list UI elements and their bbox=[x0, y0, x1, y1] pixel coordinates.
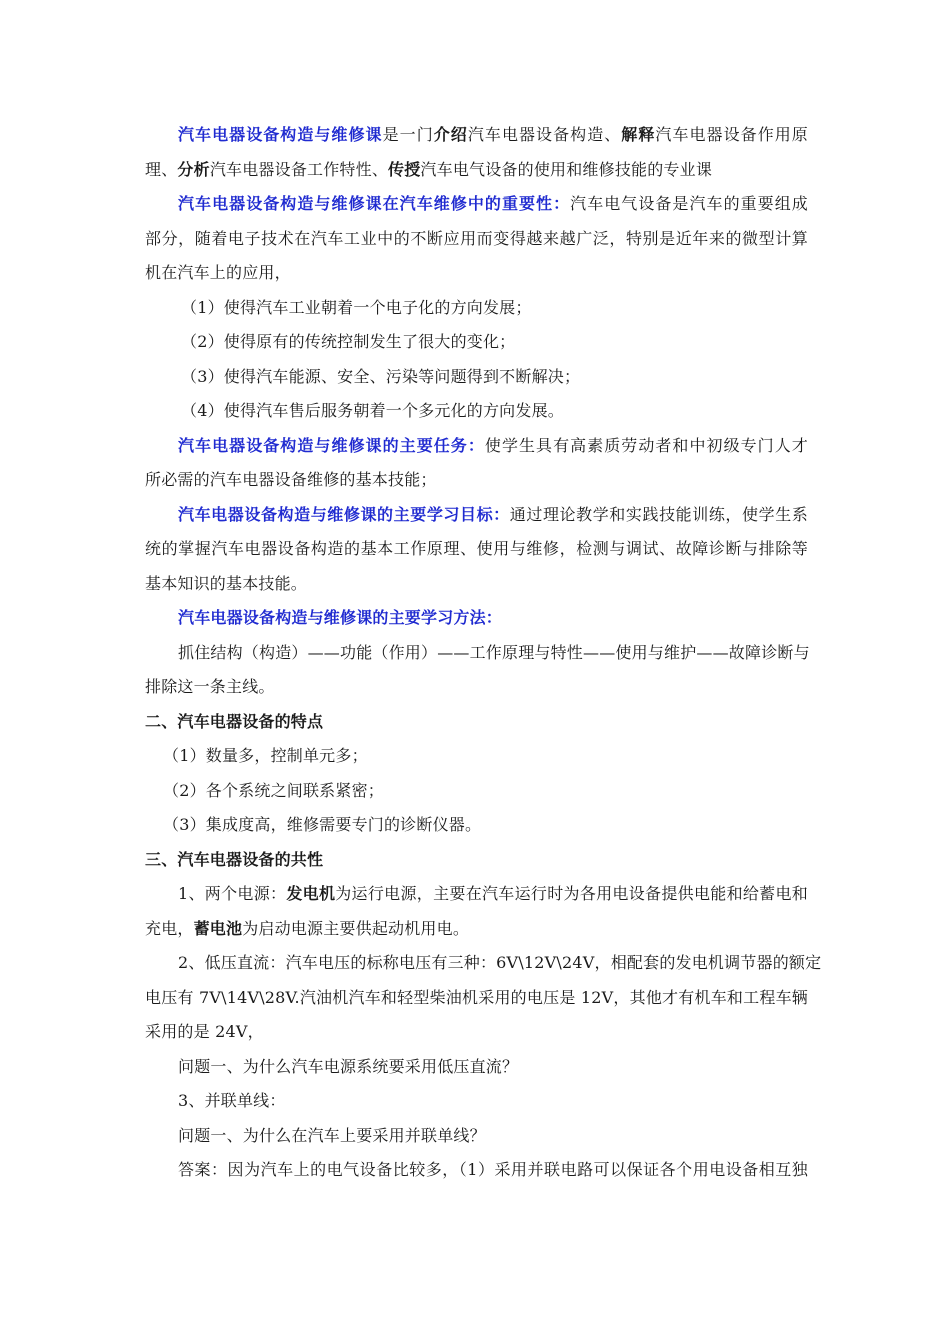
importance-line-1: 汽车电器设备构造与维修课在汽车维修中的重要性：汽车电气设备是汽车的重要组成 bbox=[178, 194, 808, 213]
goal-line-1: 汽车电器设备构造与维修课的主要学习目标：通过理论教学和实践技能训练，使学生系 bbox=[178, 504, 808, 524]
task-title: 汽车电器设备构造与维修课的主要任务： bbox=[178, 435, 485, 455]
importance-line-3: 机在汽车上的应用， bbox=[145, 263, 291, 282]
battery-term: 蓄电池 bbox=[193, 918, 243, 938]
feature-item: （3）集成度高，维修需要专门的诊断仪器。 bbox=[163, 815, 482, 834]
question-2: 问题一、为什么在汽车上要采用并联单线？ bbox=[178, 1125, 486, 1145]
feature-item: （2）各个系统之间联系紧密； bbox=[163, 780, 384, 800]
section-heading-features: 二、汽车电器设备的特点 bbox=[145, 711, 324, 731]
goal-line-2: 统的掌握汽车电器设备构造的基本工作原理、使用与维修，检测与调试、故障诊断与排除等 bbox=[145, 539, 808, 558]
question-1: 问题一、为什么汽车电源系统要采用低压直流？ bbox=[178, 1056, 519, 1076]
importance-title: 汽车电器设备构造与维修课在汽车维修中的重要性： bbox=[178, 194, 571, 213]
section-heading-common: 三、汽车电器设备的共性 bbox=[145, 849, 324, 869]
intro-line-2: 理、分析汽车电器设备工作特性、传授汽车电气设备的使用和维修技能的专业课 bbox=[145, 159, 713, 179]
importance-item: （4）使得汽车售后服务朝着一个多元化的方向发展。 bbox=[181, 401, 564, 420]
goal-title: 汽车电器设备构造与维修课的主要学习目标： bbox=[178, 504, 510, 524]
method-title: 汽车电器设备构造与维修课的主要学习方法： bbox=[178, 608, 503, 627]
intro-line-1: 汽车电器设备构造与维修课是一门介绍汽车电器设备构造、解释汽车电器设备作用原 bbox=[178, 125, 808, 144]
common-power-line-1: 1、两个电源：发电机为运行电源，主要在汽车运行时为各用电设备提供电能和给蓄电和 bbox=[178, 884, 808, 903]
task-line-1: 汽车电器设备构造与维修课的主要任务：使学生具有高素质劳动者和中初级专门人才 bbox=[178, 435, 808, 455]
common-parallel-line: 3、并联单线： bbox=[178, 1091, 286, 1110]
method-line-3: 排除这一条主线。 bbox=[145, 677, 275, 696]
importance-item: （3）使得汽车能源、安全、污染等问题得到不断解决； bbox=[181, 366, 581, 386]
method-line-1 bbox=[145, 601, 808, 636]
feature-item: （1）数量多，控制单元多； bbox=[163, 746, 368, 765]
common-voltage-line-2: 电压有 7V\14V\28V.汽油机汽车和轻型柴油机采用的电压是 12V，其他才有机车和工程车辆 bbox=[145, 987, 808, 1007]
importance-item: （1）使得汽车工业朝着一个电子化的方向发展； bbox=[181, 297, 532, 317]
common-voltage-line-3: 采用的是 24V， bbox=[145, 1022, 264, 1041]
common-voltage-line-1: 2、低压直流：汽车电压的标称电压有三种：6V\12V\24V，相配套的发电机调节器的额定 bbox=[178, 953, 822, 972]
course-title: 汽车电器设备构造与维修课 bbox=[178, 125, 383, 144]
common-power-line-2: 充电，蓄电池为启动电源主要供起动机用电。 bbox=[145, 918, 470, 938]
task-line-2: 所必需的汽车电器设备维修的基本技能； bbox=[145, 470, 437, 489]
goal-line-3: 基本知识的基本技能。 bbox=[145, 573, 308, 593]
importance-line-2: 部分，随着电子技术在汽车工业中的不断应用而变得越来越广泛，特别是近年来的微型计算 bbox=[145, 228, 808, 248]
method-line-2: 抓住结构（构造）——功能（作用）——工作原理与特性——使用与维护——故障诊断与 bbox=[178, 642, 810, 662]
generator-term: 发电机 bbox=[286, 884, 336, 903]
answer-line: 答案：因为汽车上的电气设备比较多，（1）采用并联电路可以保证各个用电设备相互独 bbox=[178, 1160, 808, 1179]
importance-item: （2）使得原有的传统控制发生了很大的变化； bbox=[181, 332, 516, 351]
